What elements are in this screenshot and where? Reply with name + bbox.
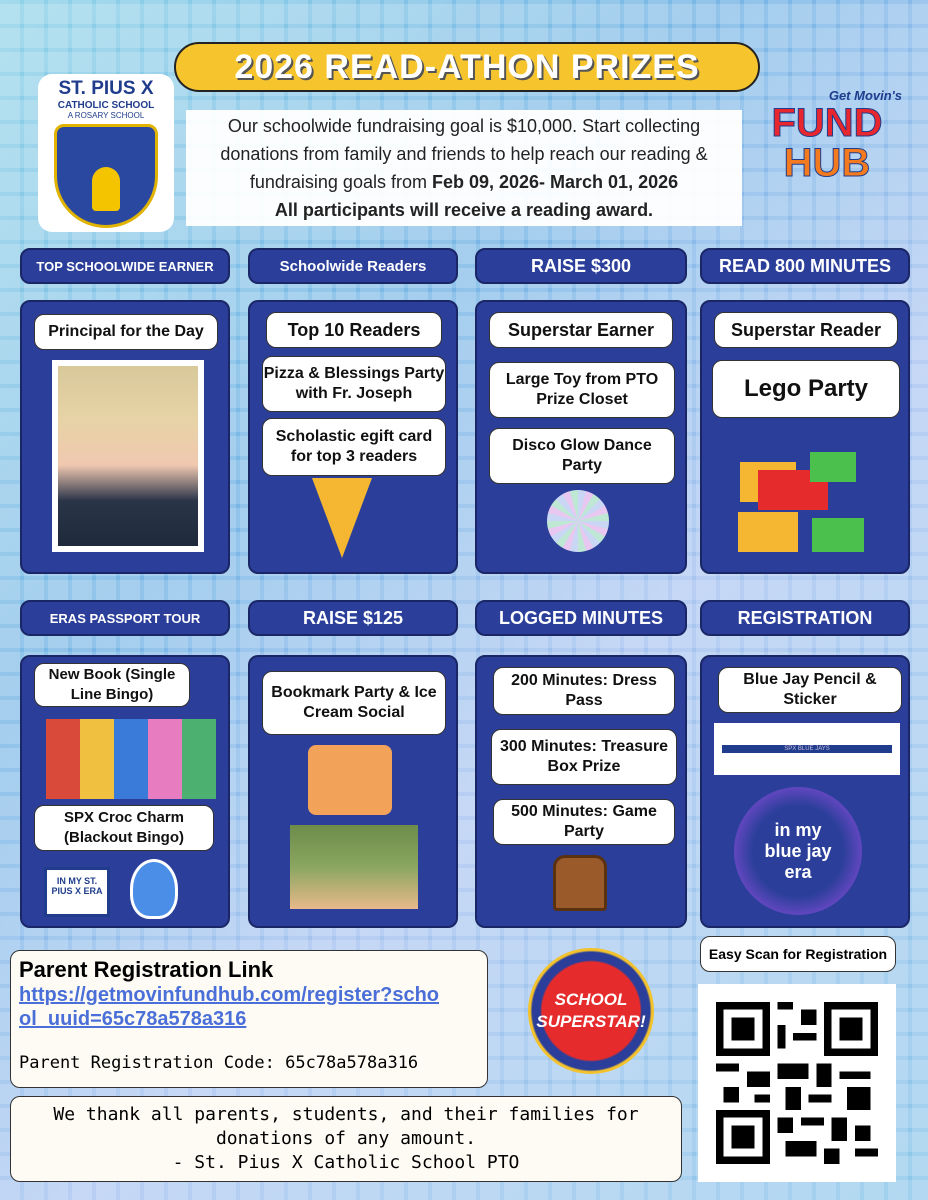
prize-item: Principal for the Day <box>34 314 218 350</box>
panel-raise-300 <box>475 300 687 574</box>
prize-item: Superstar Earner <box>489 312 673 348</box>
book-covers-image <box>46 719 216 799</box>
panel-top-earner <box>20 300 230 574</box>
happy-book-icon <box>308 745 392 815</box>
header-read-800: READ 800 MINUTES <box>700 248 910 284</box>
school-subtitle: CATHOLIC SCHOOL <box>57 100 155 111</box>
prize-item: Large Toy from PTO Prize Closet <box>489 362 675 418</box>
thanks-line: We thank all parents, students, and their families for <box>53 1104 639 1125</box>
shield-icon <box>54 124 158 228</box>
ice-cream-photo <box>290 825 418 909</box>
school-logo <box>38 74 174 232</box>
registration-link[interactable]: https://getmovinfundhub.com/register?school_uuid=65c78a578a316 <box>19 984 440 1030</box>
panel-schoolwide-readers <box>248 300 458 574</box>
prize-item: Scholastic egift card for top 3 readers <box>262 418 446 476</box>
prize-item: Superstar Reader <box>714 312 898 348</box>
registration-heading: Parent Registration Link <box>19 957 274 982</box>
header-raise-125: RAISE $125 <box>248 600 458 636</box>
intro-dates: Feb 09, 2026- March 01, 2026 <box>431 172 679 192</box>
header-schoolwide-readers: Schoolwide Readers <box>248 248 458 284</box>
pencil-text: SPX BLUE JAYS <box>722 745 892 753</box>
prize-item: 300 Minutes: Treasure Box Prize <box>491 729 677 785</box>
lego-brick-icon <box>738 512 798 552</box>
fundhub-fund: FUND <box>771 101 883 145</box>
lego-brick-icon <box>812 518 864 552</box>
pizza-mascot-icon <box>312 478 372 558</box>
intro-award: All participants will receive a reading award. <box>274 200 654 220</box>
principal-photo <box>52 360 204 552</box>
school-tagline: A ROSARY SCHOOL <box>67 111 145 120</box>
prize-item: Blue Jay Pencil & Sticker <box>718 667 902 713</box>
blue-jay-era-sticker: in my blue jay era <box>734 787 862 915</box>
page-title: 2026 READ-ATHON PRIZES <box>174 42 760 92</box>
intro-text <box>186 110 742 226</box>
croc-charm-sticker: IN MY ST. PIUS X ERA <box>44 867 110 917</box>
blue-jay-charm-icon <box>130 859 178 919</box>
intro-body: Our schoolwide fundraising goal is $10,000. Start collecting donations from family and friends to help reach our reading & fundraising goals from <box>220 116 708 192</box>
thanks-box <box>10 1096 682 1182</box>
thanks-line: donations of any amount. <box>215 1128 477 1149</box>
prize-item: Lego Party <box>712 360 900 418</box>
prize-item: Pizza & Blessings Party with Fr. Joseph <box>262 356 446 412</box>
header-top-earner: TOP SCHOOLWIDE EARNER <box>20 248 230 284</box>
school-superstar-badge: SCHOOL SUPERSTAR! <box>528 948 654 1074</box>
header-raise-300: RAISE $300 <box>475 248 687 284</box>
prize-item: SPX Croc Charm (Blackout Bingo) <box>34 805 214 851</box>
panel-read-800 <box>700 300 910 574</box>
panel-raise-125 <box>248 655 458 928</box>
pencil-image <box>714 723 900 775</box>
panel-logged-minutes <box>475 655 687 928</box>
registration-code: Parent Registration Code: 65c78a578a316 <box>19 1053 419 1073</box>
treasure-chest-icon <box>553 855 607 911</box>
lego-brick-icon <box>810 452 856 482</box>
header-eras-tour: ERAS PASSPORT TOUR <box>20 600 230 636</box>
header-logged-minutes: LOGGED MINUTES <box>475 600 687 636</box>
disco-ball-icon <box>547 490 609 552</box>
prize-item: Bookmark Party & Ice Cream Social <box>262 671 446 735</box>
thanks-signature: - St. Pius X Catholic School PTO <box>172 1152 520 1173</box>
prize-item: New Book (Single Line Bingo) <box>34 663 190 707</box>
panel-registration <box>700 655 910 928</box>
qr-code-icon <box>716 1002 878 1164</box>
fundhub-top: Get Movin's <box>828 88 902 103</box>
scan-label: Easy Scan for Registration <box>700 936 896 972</box>
panel-eras-tour <box>20 655 230 928</box>
prize-item: Top 10 Readers <box>266 312 442 348</box>
registration-box <box>10 950 488 1088</box>
school-name: ST. PIUS X <box>58 78 154 99</box>
header-registration: REGISTRATION <box>700 600 910 636</box>
prize-item: Disco Glow Dance Party <box>489 428 675 484</box>
fundhub-hub: HUB <box>783 141 871 185</box>
prize-item: 500 Minutes: Game Party <box>493 799 675 845</box>
fundhub-logo <box>752 88 902 198</box>
registration-qr-code[interactable] <box>698 984 896 1182</box>
prize-item: 200 Minutes: Dress Pass <box>493 667 675 715</box>
